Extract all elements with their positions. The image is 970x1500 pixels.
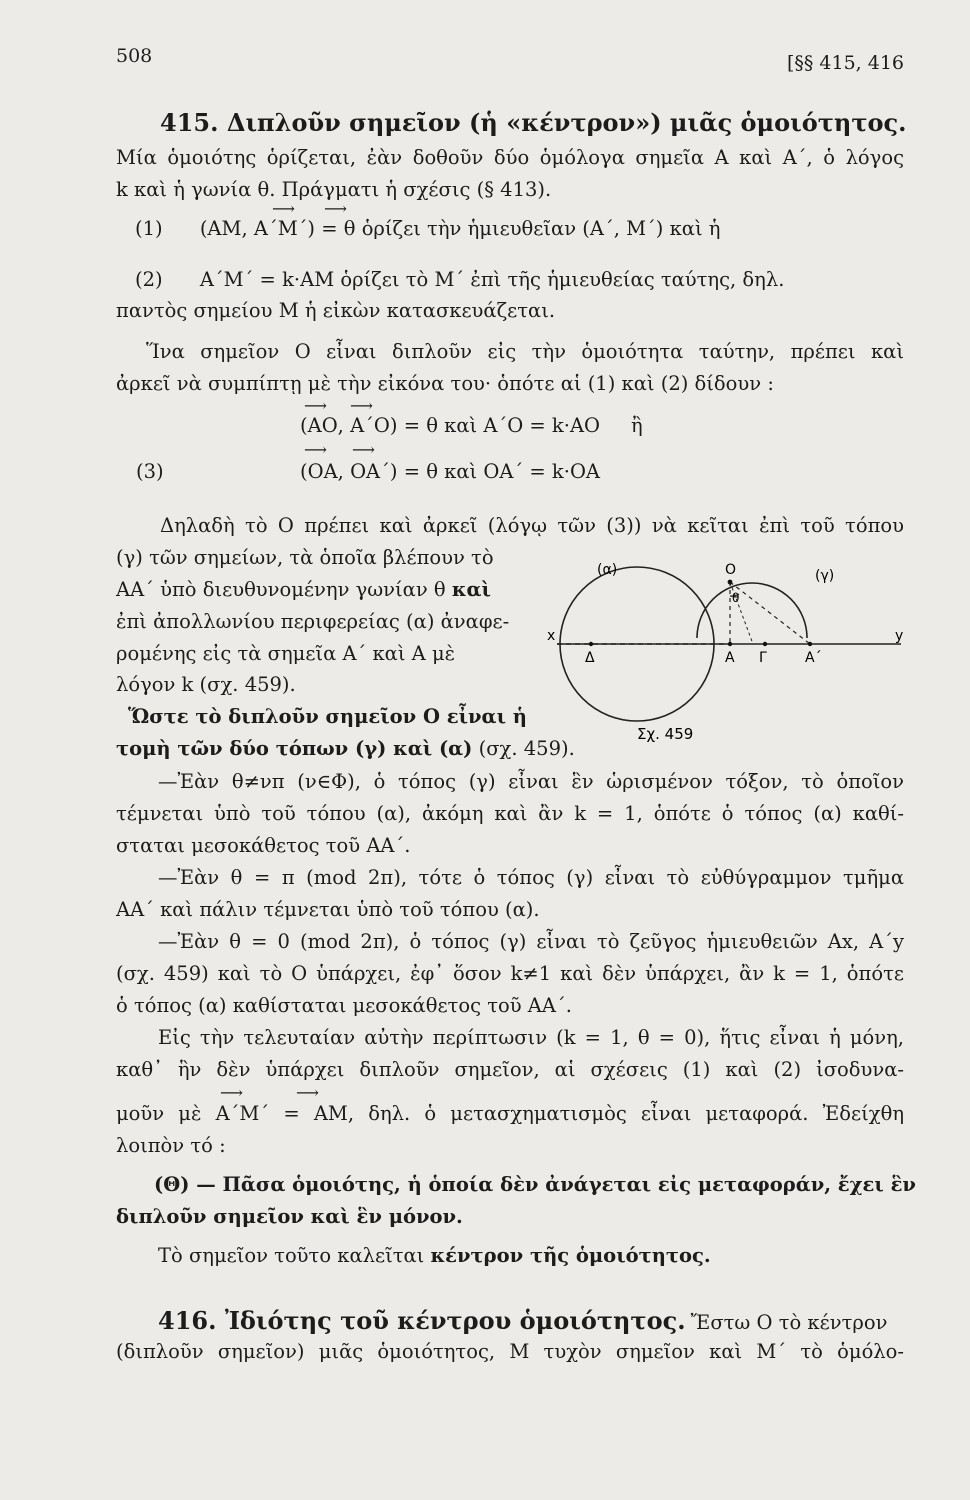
label-x: x bbox=[547, 628, 556, 644]
bold-span: τομὴ τῶν δύο τόπων (γ) καὶ (α) bbox=[116, 737, 473, 760]
text-line: ΑΑ΄ καὶ πάλιν τέμνεται ὑπὸ τοῦ τόπου (α). bbox=[116, 898, 540, 921]
text-line: —Ἐὰν θ≠νπ (ν∈Φ), ὁ τόπος (γ) εἶναι ἓν ὡρισμένον τόξον, τὸ ὁποῖον bbox=[158, 770, 904, 793]
text-line: (γ) τῶν σημείων, τὰ ὁποῖα βλέπουν τὸ bbox=[116, 546, 494, 569]
text-span: ΑΑ΄ ὑπὸ διευθυνομένην γωνίαν θ bbox=[116, 578, 446, 601]
text-span: (σχ. 459). bbox=[478, 737, 575, 760]
point-A bbox=[728, 642, 732, 646]
text-line: Εἰς τὴν τελευταίαν αὐτὴν περίπτωσιν (k = 1, θ = 0), ἥτις εἶναι ἡ μόνη, bbox=[158, 1026, 904, 1049]
label-y: y bbox=[895, 628, 904, 644]
label-Aprime: Α΄ bbox=[805, 650, 822, 666]
text-line: ἀρκεῖ νὰ συμπίπτῃ μὲ τὴν εἰκόνα του· ὁπότε αἱ (1) καὶ (2) δίδουν : bbox=[116, 372, 774, 395]
section-416-heading bbox=[158, 1306, 887, 1335]
bold-span: καὶ bbox=[451, 578, 491, 601]
text-line: σταται μεσοκάθετος τοῦ ΑΑ΄. bbox=[116, 834, 411, 857]
text-line bbox=[158, 1244, 711, 1267]
point-O bbox=[728, 580, 733, 585]
text-line: k καὶ ἡ γωνία θ. Πράγματι ἡ σχέσις (§ 413). bbox=[116, 178, 552, 201]
text-line: λόγον k (σχ. 459). bbox=[116, 673, 296, 696]
vector-arrow: ⟶ bbox=[220, 1083, 242, 1102]
text-line: ἐπὶ ἀπολλωνίου περιφερείας (α) ἀναφε- bbox=[116, 610, 510, 633]
label-alpha: (α) bbox=[597, 562, 618, 578]
text-line: Ἵνα σημεῖον Ο εἶναι διπλοῦν εἰς τὴν ὁμοιότητα ταύτην, πρέπει καὶ bbox=[146, 340, 904, 363]
figure-459 bbox=[525, 552, 910, 752]
label-Delta: Δ bbox=[585, 650, 595, 666]
text-line: τέμνεται ὑπὸ τοῦ τόπου (α), ἀκόμη καὶ ἂν k = 1, ὁπότε ὁ τόπος (α) καθί- bbox=[116, 802, 904, 825]
section-number: 415 bbox=[160, 108, 211, 137]
theorem-line: (Θ) — Πᾶσα ὁμοιότης, ἡ ὁποία δὲν ἀνάγεται εἰς μεταφοράν, ἔχει ἓν bbox=[154, 1173, 916, 1196]
vector-arrow: ⟶ bbox=[350, 396, 372, 415]
text-line: μοῦν μὲ Α΄Μ΄ = ΑΜ, δηλ. ὁ μετασχηματισμὸς εἶναι μεταφορά. Ἐδείχθη bbox=[116, 1102, 904, 1125]
text-line: (σχ. 459) καὶ τὸ Ο ὑπάρχει, ἐφ᾽ ὅσον k≠1 καὶ δὲν ὑπάρχει, ἂν k = 1, ὁπότε bbox=[116, 962, 904, 985]
figure-caption: Σχ. 459 bbox=[637, 725, 694, 743]
equation-3a: (ΑΟ, Α΄Ο) = θ καὶ Α΄Ο = k·ΑΟ ἢ bbox=[300, 414, 643, 437]
vector-arrow: ⟶ bbox=[272, 199, 294, 218]
vector-arrow: ⟶ bbox=[304, 440, 326, 459]
equation-3b: (ΟΑ, ΟΑ΄) = θ καὶ ΟΑ΄ = k·ΟΑ bbox=[300, 460, 601, 483]
bold-statement: Ὥστε τὸ διπλοῦν σημεῖον Ο εἶναι ἡ bbox=[128, 705, 527, 728]
label-O: O bbox=[725, 562, 737, 578]
text-line: ὁ τόπος (α) καθίσταται μεσοκάθετος τοῦ ΑΑ΄. bbox=[116, 994, 572, 1017]
page-number: 508 bbox=[116, 45, 153, 67]
label-gamma: (γ) bbox=[815, 568, 835, 584]
section-title: . Διπλοῦν σημεῖον (ἡ «κέντρον») μιᾶς ὁμοιότητος. bbox=[210, 108, 907, 137]
equation-1: (1) (ΑΜ, Α΄Μ΄) = θ ὁρίζει τὴν ἡμιευθεῖαν (Α΄, Μ΄) καὶ ἡ bbox=[135, 217, 721, 240]
theorem-line: διπλοῦν σημεῖον καὶ ἓν μόνον. bbox=[116, 1205, 463, 1228]
vector-arrow: ⟶ bbox=[296, 1083, 318, 1102]
section-reference: [§§ 415, 416 bbox=[786, 52, 904, 74]
text-line: Δηλαδὴ τὸ Ο πρέπει καὶ ἀρκεῖ (λόγῳ τῶν (3)) νὰ κεῖται ἐπὶ τοῦ τόπου bbox=[160, 514, 904, 537]
text-line: καθ᾽ ἣν δὲν ὑπάρχει διπλοῦν σημεῖον, αἱ σχέσεις (1) καὶ (2) ἰσοδυνα- bbox=[116, 1058, 904, 1081]
section-number: 416 bbox=[158, 1306, 209, 1335]
point-Gamma bbox=[763, 642, 767, 646]
text-line: λοιπὸν τό : bbox=[116, 1134, 226, 1157]
text-line bbox=[116, 578, 491, 601]
bold-span: κέντρον τῆς ὁμοιότητος. bbox=[430, 1244, 711, 1267]
text-line: —Ἐὰν θ = 0 (mod 2π), ὁ τόπος (γ) εἶναι τὸ ζεῦγος ἡμιευθειῶν Αx, Α΄y bbox=[158, 930, 904, 953]
label-theta: θ bbox=[732, 591, 740, 605]
text-line: παντὸς σημείου Μ ἡ εἰκὼν κατασκευάζεται. bbox=[116, 299, 556, 322]
vector-arrow: ⟶ bbox=[324, 199, 346, 218]
section-415-heading bbox=[160, 108, 906, 137]
equation-number: (3) bbox=[136, 460, 164, 483]
text-line: —Ἐὰν θ = π (mod 2π), τότε ὁ τόπος (γ) εἶναι τὸ εὐθύγραμμον τμῆμα bbox=[158, 866, 904, 889]
text-span: Ἔστω Ο τὸ κέντρον bbox=[690, 1311, 888, 1334]
equation-2: (2) Α΄Μ΄ = k·ΑΜ ὁρίζει τὸ Μ΄ ἐπὶ τῆς ἡμιευθείας ταύτης, δηλ. bbox=[135, 268, 785, 291]
label-Gamma: Γ bbox=[759, 650, 767, 666]
text-line bbox=[116, 737, 575, 760]
point-Aprime bbox=[808, 642, 812, 646]
point-Delta bbox=[589, 642, 593, 646]
text-line: ρομένης εἰς τὰ σημεῖα Α΄ καὶ Α μὲ bbox=[116, 642, 456, 665]
locus-arc bbox=[697, 583, 807, 638]
vector-arrow: ⟶ bbox=[352, 440, 374, 459]
text-span: Τὸ σημεῖον τοῦτο καλεῖται bbox=[158, 1244, 425, 1267]
vector-arrow: ⟶ bbox=[304, 396, 326, 415]
text-line: (διπλοῦν σημεῖον) μιᾶς ὁμοιότητος, Μ τυχὸν σημεῖον καὶ Μ΄ τὸ ὁμόλο- bbox=[116, 1340, 904, 1363]
label-A: Α bbox=[725, 650, 735, 666]
text-line: Μία ὁμοιότης ὁρίζεται, ἐὰν δοθοῦν δύο ὁμόλογα σημεῖα Α καὶ Α΄, ὁ λόγος bbox=[116, 146, 904, 169]
section-title: . Ἰδιότης τοῦ κέντρου ὁμοιότητος. bbox=[208, 1306, 686, 1335]
dashed-segment bbox=[730, 582, 810, 644]
